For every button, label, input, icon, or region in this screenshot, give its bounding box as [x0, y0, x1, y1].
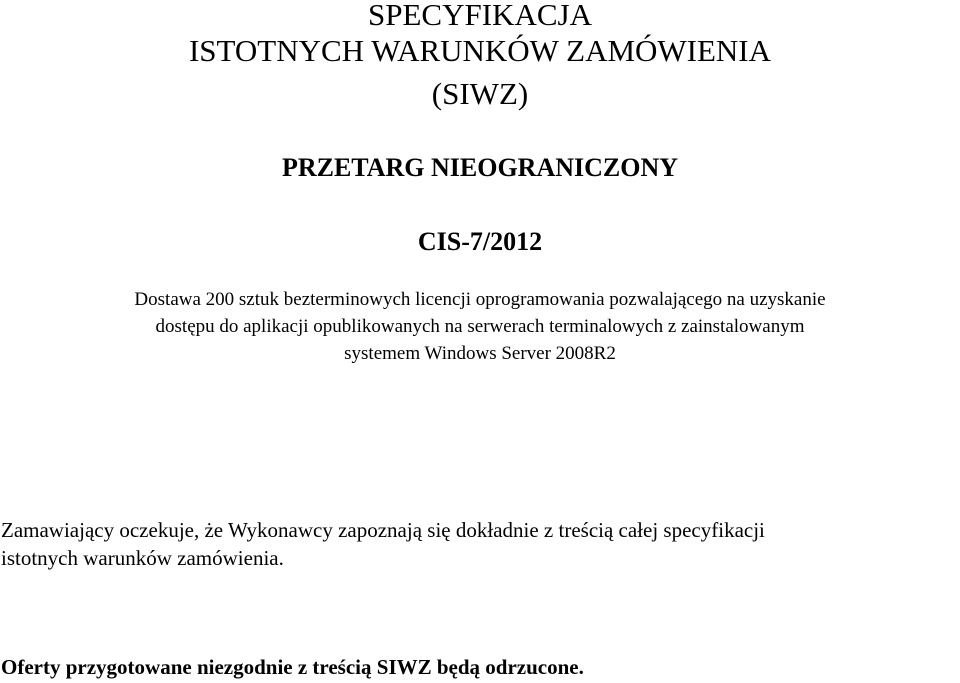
procedure-type: PRZETARG NIEOGRANICZONY — [281, 153, 679, 182]
subject-line-1: Dostawa 200 sztuk bezterminowych licencji oprogramowania pozwalającego na uzyskanie — [134, 289, 826, 310]
subject-line-2: dostępu do aplikacji opublikowanych na serwerach terminalowych z zainstalowanym — [155, 316, 805, 337]
notice-line-1: Zamawiający oczekuje, że Wykonawcy zapoznają się dokładnie z treścią całej specyfikacji — [1, 518, 765, 542]
subject-line-3: systemem Windows Server 2008R2 — [344, 343, 616, 364]
title-line-3: (SIWZ) — [431, 76, 529, 111]
reference-number: CIS-7/2012 — [417, 227, 543, 256]
notice-line-2: istotnych warunków zamówienia. — [1, 546, 284, 570]
title-line-1: SPECYFIKACJA — [368, 0, 592, 32]
rejection-warning: Oferty przygotowane niezgodnie z treścią SIWZ będą odrzucone. — [1, 655, 584, 679]
title-line-2: ISTOTNYCH WARUNKÓW ZAMÓWIENIA — [188, 33, 772, 68]
